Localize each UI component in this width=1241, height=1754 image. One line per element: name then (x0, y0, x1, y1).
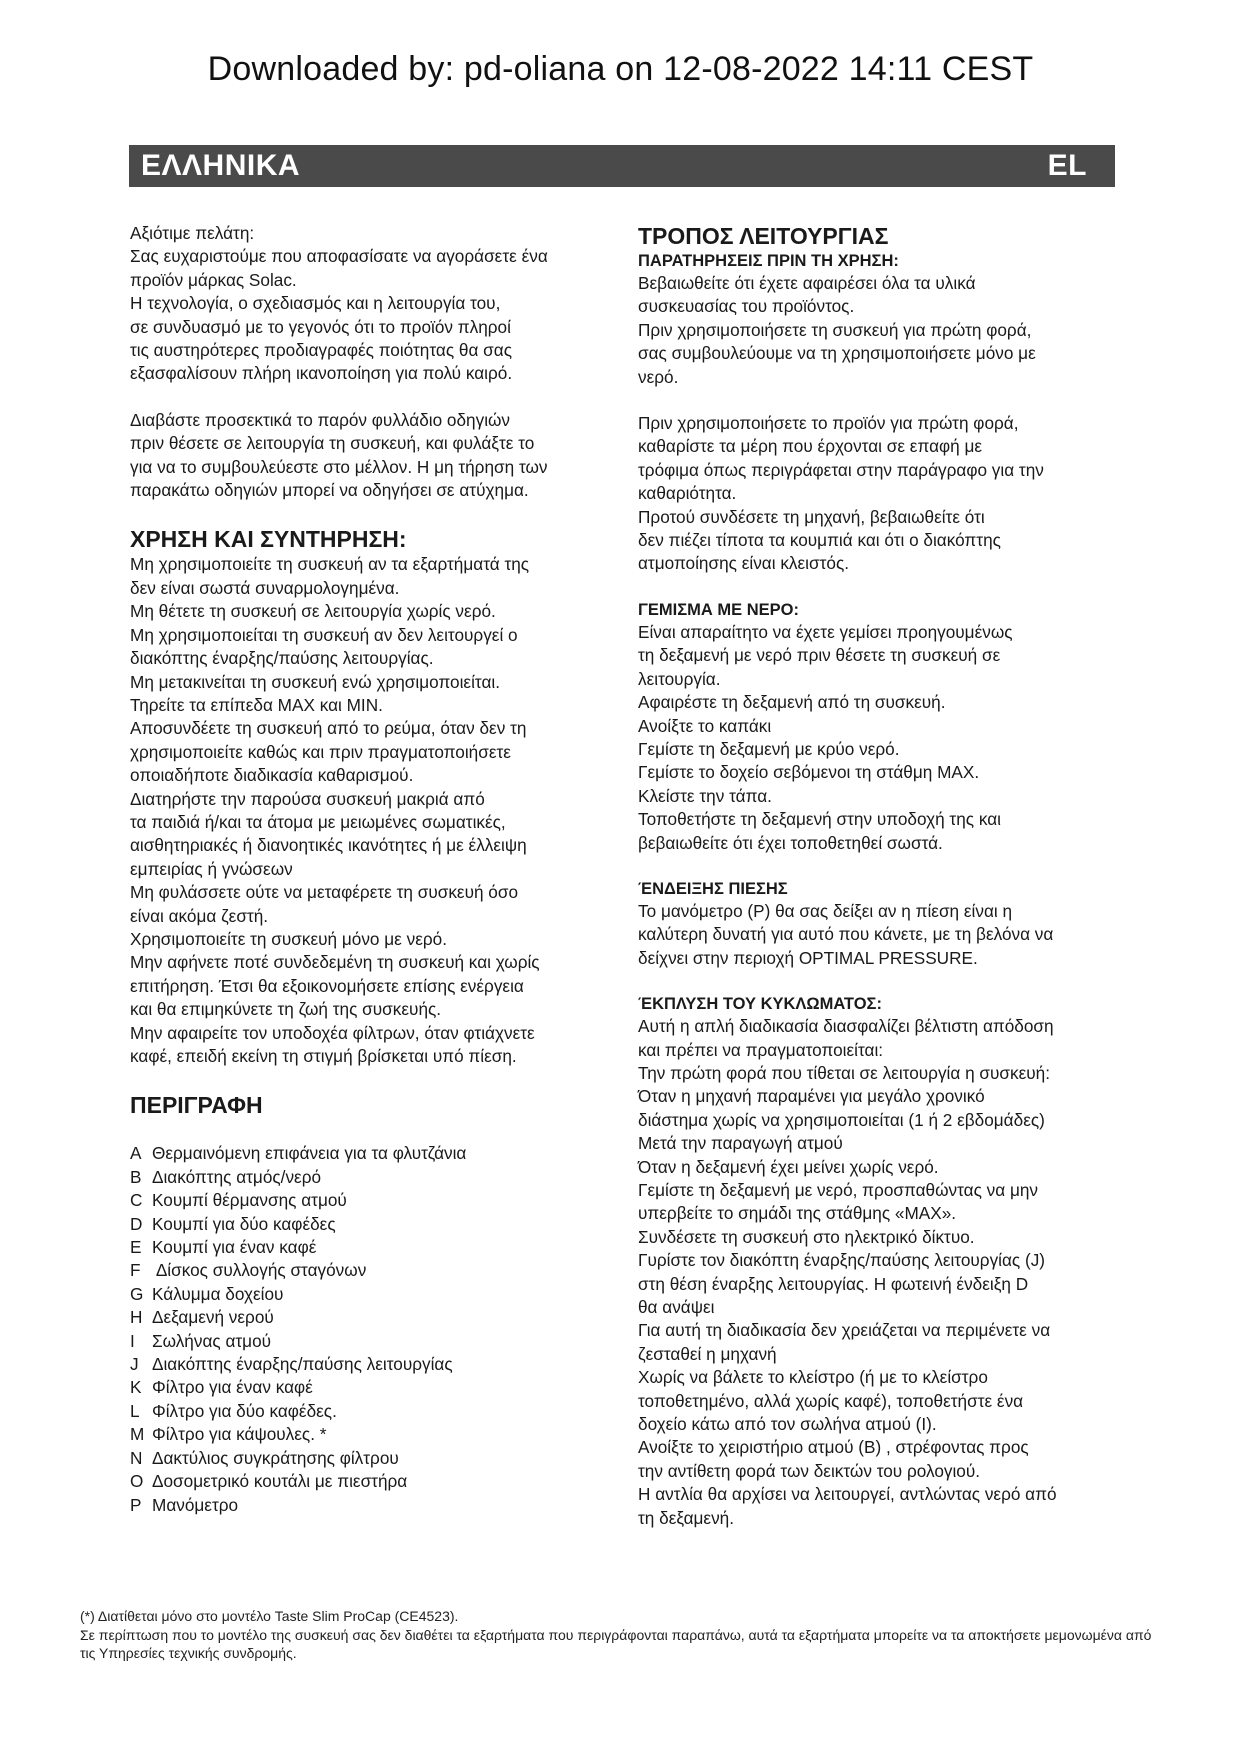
text-line: καθαριότητα. (638, 483, 737, 504)
text-line: δείχνει στην περιοχή OPTIMAL PRESSURE. (638, 947, 978, 968)
description-item (130, 1423, 610, 1446)
text-line: Διατηρήστε την παρούσα συσκευή μακριά από (130, 788, 485, 809)
description-item (130, 1189, 610, 1212)
description-key: M (130, 1424, 145, 1445)
description-item (130, 1353, 610, 1376)
description-key: L (130, 1400, 140, 1421)
text-line: Γεμίστε τη δεξαμενή με κρύο νερό. (638, 738, 900, 759)
text-line: πριν θέσετε σε λειτουργία τη συσκευή, και φυλάξτε το (130, 433, 535, 454)
read-paragraph (130, 409, 610, 503)
text-line: αισθητηριακές ή διανοητικές ικανότητες ή με έλλειψη (130, 835, 527, 856)
text-line: επιτήρηση. Έτσι θα εξοικονομήσετε επίσης ενέργεια (130, 975, 524, 996)
text-line: και θα επιμηκύνετε τη ζωή της συσκευής. (130, 999, 442, 1020)
description-text: Θερμαινόμενη επιφάνεια για τα φλυτζάνια (152, 1143, 467, 1164)
text-line: οποιαδήποτε διαδικασία καθαρισμού. (130, 765, 414, 786)
text-line: παρακάτω οδηγιών μπορεί να οδηγήσει σε ατύχημα. (130, 480, 529, 501)
text-line: καθαρίστε τα μέρη που έρχονται σε επαφή με (638, 436, 983, 457)
text-line: προϊόν μάρκας Solac. (130, 269, 297, 290)
text-line: ατμοποίησης είναι κλειστός. (638, 553, 850, 574)
text-line: Τοποθετήστε τη δεξαμενή στην υποδοχή της και (638, 809, 1001, 830)
footer-notes (80, 1607, 1160, 1663)
text-line: Αφαιρέστε τη δεξαμενή από τη συσκευή. (638, 692, 946, 713)
text-line: θα ανάψει (638, 1297, 715, 1318)
text-line: είναι ακόμα ζεστή. (130, 905, 269, 926)
text-line: τοποθετημένο, αλλά χωρίς καφέ), τοποθετήστε ένα (638, 1390, 1024, 1411)
language-code: EL (1047, 149, 1087, 182)
notes-text (638, 272, 1118, 389)
description-item (130, 1447, 610, 1470)
description-item (130, 1494, 610, 1517)
flush-heading: ΈΚΠΛΥΣΗ ΤΟΥ ΚΥΚΛΩΜΑΤΟΣ: (638, 995, 882, 1014)
text-line: Μη θέτετε τη συσκευή σε λειτουργία χωρίς νερό. (130, 601, 496, 622)
text-line: δοχείο κάτω από τον σωλήνα ατμού (I). (638, 1414, 937, 1435)
description-text: Φίλτρο για κάψουλες. * (152, 1424, 327, 1445)
description-key: D (130, 1213, 143, 1234)
text-line: καλύτερη δυνατή για αυτό που κάνετε, με τη βελόνα να (638, 924, 1054, 945)
text-line: Πριν χρησιμοποιήσετε τη συσκευή για πρώτη φορά, (638, 319, 1032, 340)
text-line: καφέ, επειδή εκείνη τη στιγμή βρίσκεται υπό πίεση. (130, 1046, 517, 1066)
text-line: σας συμβουλεύουμε να τη χρησιμοποιήσετε μόνο με (638, 343, 1036, 364)
notes-text-2 (638, 412, 1118, 576)
text-line: για να το συμβουλεύεστε στο μέλλον. Η μη τήρηση των (130, 456, 548, 477)
text-line: Χωρίς να βάλετε το κλείστρο (ή με το κλείστρο (638, 1367, 988, 1388)
text-line: Την πρώτη φορά που τίθεται σε λειτουργία η συσκευή: (638, 1062, 1051, 1083)
description-item (130, 1142, 610, 1165)
description-key: O (130, 1471, 144, 1492)
text-line: συσκευασίας του προϊόντος. (638, 296, 855, 317)
description-item (130, 1166, 610, 1189)
text-line: διάστημα χωρίς να χρησιμοποιείται (1 ή 2 εβδομάδες) (638, 1109, 1045, 1130)
text-line: Η τεχνολογία, ο σχεδιασμός και η λειτουργία του, (130, 293, 501, 314)
description-text: Κουμπί για έναν καφέ (152, 1237, 317, 1258)
operation-heading: ΤΡΟΠΟΣ ΛΕΙΤΟΥΡΓΙΑΣ (638, 223, 889, 249)
right-column (638, 222, 1118, 1530)
description-key: J (130, 1354, 139, 1375)
text-line: νερό. (638, 366, 679, 387)
description-text: Διακόπτης ατμός/νερό (152, 1166, 322, 1187)
description-text: Φίλτρο για έναν καφέ (152, 1377, 313, 1398)
text-line: Όταν η μηχανή παραμένει για μεγάλο χρονικό (638, 1086, 985, 1107)
description-item (130, 1213, 610, 1236)
footer-note-2: Σε περίπτωση που το μοντέλο της συσκευή σας δεν διαθέτει τα εξαρτήματα που περιγράφονται παραπάνω, αυτά τα εξαρτήματα μπορείτε να τα αποκτήσετε μεμονωμένα από τις Υπηρεσίες τεχνικής συνδρομής. (80, 1626, 1152, 1661)
text-line: Χρησιμοποιείτε τη συσκευή μόνο με νερό. (130, 928, 447, 949)
language-title: ΕΛΛΗΝΙΚΑ (141, 149, 301, 182)
description-text: Δίσκος συλλογής σταγόνων (152, 1260, 367, 1281)
text-line: Γυρίστε τον διακόπτη έναρξης/παύσης λειτουργίας (J) (638, 1250, 1046, 1271)
text-line: και πρέπει να πραγματοποιείται: (638, 1039, 884, 1060)
description-key: F (130, 1260, 141, 1281)
left-column (130, 222, 610, 1517)
text-line: Βεβαιωθείτε ότι έχετε αφαιρέσει όλα τα υλικά (638, 273, 976, 293)
description-text: Κουμπί για δύο καφέδες (152, 1213, 336, 1234)
description-key: H (130, 1307, 143, 1328)
description-key: P (130, 1494, 142, 1515)
description-item (130, 1470, 610, 1493)
text-line: Προτού συνδέσετε τη μηχανή, βεβαιωθείτε ότι (638, 506, 985, 527)
text-line: χρησιμοποιείτε καθώς και πριν πραγματοποιήσετε (130, 741, 511, 762)
greeting: Αξιότιμε πελάτη: (130, 223, 255, 243)
description-text: Δοσομετρικό κουτάλι με πιεστήρα (152, 1471, 408, 1492)
text-line: τα παιδιά ή/και τα άτομα με μειωμένες σωματικές, (130, 811, 506, 832)
text-line: τρόφιμα όπως περιγράφεται στην παράγραφο για την (638, 459, 1044, 480)
description-item (130, 1306, 610, 1329)
description-text: Σωλήνας ατμού (152, 1330, 272, 1351)
text-line: λειτουργία. (638, 668, 721, 689)
text-line: τη δεξαμενή. (638, 1507, 735, 1528)
text-line: εξασφαλίσουν πλήρη ικανοποίηση για πολύ καιρό. (130, 363, 513, 384)
text-line: δεν πιέζει τίποτα τα κουμπιά και ότι ο διακόπτης (638, 530, 1001, 551)
text-line: την αντίθετη φορά των δεικτών του ρολογιού. (638, 1460, 981, 1481)
notes-heading: ΠΑΡΑΤΗΡΗΣΕΙΣ ΠΡΙΝ ΤΗ ΧΡΗΣΗ: (638, 252, 899, 270)
text-line: βεβαιωθείτε ότι έχει τοποθετηθεί σωστά. (638, 832, 943, 853)
description-text: Δακτύλιος συγκράτησης φίλτρου (152, 1447, 399, 1468)
text-line: Γεμίστε το δοχείο σεβόμενοι τη στάθμη MAX. (638, 762, 980, 783)
description-text: Μανόμετρο (152, 1494, 239, 1515)
description-key: E (130, 1237, 142, 1258)
text-line: τη δεξαμενή με νερό πριν θέσετε τη συσκευή σε (638, 645, 1001, 666)
description-key: G (130, 1283, 144, 1304)
use-maintenance-text (130, 553, 610, 1068)
text-line: Γεμίστε τη δεξαμενή με νερό, προσπαθώντας να μην (638, 1180, 1039, 1200)
description-text: Κάλυμμα δοχείου (152, 1283, 284, 1304)
description-key: B (130, 1166, 142, 1187)
fill-text (638, 621, 1118, 855)
text-line: Σας ευχαριστούμε που αποφασίσατε να αγοράσετε ένα (130, 246, 548, 267)
text-line: Μην αφαιρείτε τον υποδοχέα φίλτρων, όταν φτιάχνετε (130, 1022, 535, 1043)
text-line: Μετά την παραγωγή ατμού (638, 1133, 843, 1154)
text-line: Μη χρησιμοποιείτε τη συσκευή αν τα εξαρτήματά της (130, 554, 530, 575)
text-line: στη θέση έναρξης λειτουργίας. Η φωτεινή ένδειξη D (638, 1273, 1029, 1294)
download-notice: Downloaded by: pd-oliana on 12-08-2022 14:11 CEST (207, 50, 1034, 88)
intro-paragraph (130, 245, 610, 385)
description-text: Διακόπτης έναρξης/παύσης λειτουργίας (152, 1354, 453, 1375)
text-line: Πριν χρησιμοποιήσετε το προϊόν για πρώτη φορά, (638, 413, 1019, 434)
description-key: N (130, 1447, 143, 1468)
description-text: Δεξαμενή νερού (152, 1307, 274, 1328)
text-line: Είναι απαραίτητο να έχετε γεμίσει προηγουμένως (638, 621, 1013, 642)
text-line: διακόπτης έναρξης/παύσης λειτουργίας. (130, 648, 434, 669)
text-line: Αποσυνδέετε τη συσκευή από το ρεύμα, όταν δεν τη (130, 718, 527, 739)
description-key: K (130, 1377, 142, 1398)
description-list (130, 1142, 610, 1517)
language-banner (129, 145, 1115, 187)
description-item (130, 1283, 610, 1306)
description-text: Φίλτρο για δύο καφέδες. (152, 1400, 337, 1421)
use-maintenance-heading: ΧΡΗΣΗ ΚΑΙ ΣΥΝΤΗΡΗΣΗ: (130, 526, 407, 553)
description-item (130, 1376, 610, 1399)
text-line: υπερβείτε το σημάδι της στάθμης «MAX». (638, 1203, 957, 1224)
text-line: δεν είναι σωστά συναρμολογημένα. (130, 577, 400, 598)
text-line: Μη χρησιμοποιείται τη συσκευή αν δεν λειτουργεί ο (130, 624, 518, 645)
pressure-heading: ΈΝΔΕΙΞΗΣ ΠΙΕΣΗΣ (638, 879, 788, 898)
description-key: A (130, 1143, 142, 1164)
fill-heading: ΓΕΜΙΣΜΑ ΜΕ ΝΕΡΟ: (638, 600, 799, 619)
text-line: Μη φυλάσσετε ούτε να μεταφέρετε τη συσκευή όσο (130, 882, 519, 903)
description-key: I (130, 1330, 135, 1351)
description-item (130, 1400, 610, 1423)
text-line: Τηρείτε τα επίπεδα MAX και MIN. (130, 694, 383, 715)
text-line: Αυτή η απλή διαδικασία διασφαλίζει βέλτιστη απόδοση (638, 1016, 1054, 1037)
flush-text (638, 1015, 1118, 1530)
text-line: Ανοίξτε το καπάκι (638, 715, 772, 736)
text-line: εμπειρίας ή γνώσεων (130, 858, 293, 879)
text-line: Η αντλία θα αρχίσει να λειτουργεί, αντλώντας νερό από (638, 1484, 1057, 1505)
text-line: Μη μετακινείται τη συσκευή ενώ χρησιμοποιείται. (130, 671, 500, 692)
text-line: Μην αφήνετε ποτέ συνδεδεμένη τη συσκευή και χωρίς (130, 952, 540, 973)
description-item (130, 1236, 610, 1259)
text-line: Για αυτή τη διαδικασία δεν χρειάζεται να περιμένετε να (638, 1320, 1051, 1341)
text-line: Διαβάστε προσεκτικά το παρόν φυλλάδιο οδηγιών (130, 409, 511, 430)
text-line: ζεσταθεί η μηχανή (638, 1343, 777, 1364)
text-line: Κλείστε την τάπα. (638, 785, 772, 806)
text-line: Το μανόμετρο (P) θα σας δείξει αν η πίεση είναι η (638, 900, 1013, 921)
description-key: C (130, 1190, 143, 1211)
text-line: Συνδέσετε τη συσκευή στο ηλεκτρικό δίκτυο. (638, 1226, 975, 1247)
text-line: τις αυστηρότερες προδιαγραφές ποιότητας θα σας (130, 340, 512, 361)
description-item (130, 1330, 610, 1353)
text-line: Ανοίξτε το χειριστήριο ατμού (B) , στρέφοντας προς (638, 1437, 1029, 1458)
description-heading: ΠΕΡΙΓΡΑΦΗ (130, 1092, 263, 1119)
description-item (130, 1259, 610, 1282)
text-line: σε συνδυασμό με το γεγονός ότι το προϊόν πληροί (130, 316, 511, 337)
footer-note-1: (*) Διατίθεται μόνο στο μοντέλο Taste Slim ProCap (CE4523). (80, 1608, 459, 1624)
pressure-text (638, 900, 1118, 970)
description-text: Κουμπί θέρμανσης ατμού (152, 1190, 347, 1211)
text-line: Όταν η δεξαμενή έχει μείνει χωρίς νερό. (638, 1156, 939, 1177)
